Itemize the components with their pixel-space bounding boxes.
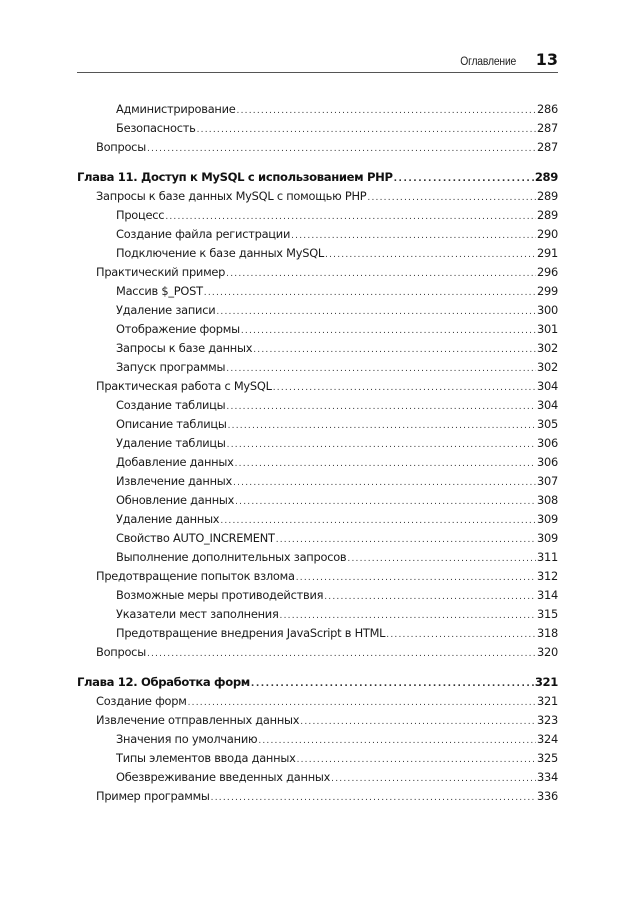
entry-title: Обезвреживание введенных данных	[116, 770, 331, 784]
entry-title: Отображение формы	[116, 322, 240, 336]
entry-title: Создание файла регистрации	[116, 227, 291, 241]
toc-entry[interactable]	[77, 586, 558, 605]
entry-page: 306	[537, 455, 558, 469]
entry-page: 304	[537, 379, 558, 393]
entry-title: Выполнение дополнительных запросов	[116, 550, 347, 564]
dot-leader	[226, 398, 536, 417]
entry-page: 286	[537, 102, 558, 116]
dot-leader	[331, 770, 536, 789]
entry-page: 320	[537, 645, 558, 659]
toc-entry[interactable]	[77, 730, 558, 749]
chapter-12-entries	[77, 692, 558, 806]
running-header	[77, 50, 558, 72]
dot-leader	[204, 284, 536, 303]
toc-entry[interactable]	[77, 358, 558, 377]
toc-entry[interactable]	[77, 100, 558, 119]
toc-entry[interactable]	[77, 510, 558, 529]
toc-entry[interactable]	[77, 453, 558, 472]
toc-entry[interactable]	[77, 643, 558, 662]
entry-page: 300	[537, 303, 558, 317]
dot-leader	[347, 550, 536, 569]
dot-leader	[197, 121, 536, 140]
toc-entry[interactable]	[77, 138, 558, 157]
entry-title: Безопасность	[116, 121, 196, 135]
entry-title: Свойство AUTO_INCREMENT	[116, 531, 275, 545]
entry-title: Практический пример	[96, 265, 226, 279]
dot-leader	[394, 170, 534, 189]
toc-entry[interactable]	[77, 244, 558, 263]
entry-page: 289	[537, 208, 558, 222]
entry-page: 301	[537, 322, 558, 336]
entry-title: Извлечение отправленных данных	[96, 713, 300, 727]
entry-page: 307	[537, 474, 558, 488]
entry-title: Пример программы	[96, 789, 210, 803]
dot-leader	[227, 436, 536, 455]
entry-page: 314	[537, 588, 558, 602]
dot-leader	[291, 227, 536, 246]
dot-leader	[386, 626, 536, 645]
entry-page: 302	[537, 360, 558, 374]
dot-leader	[367, 189, 536, 208]
entry-title: Вопросы	[96, 645, 146, 659]
entry-page: 299	[537, 284, 558, 298]
entry-page: 323	[537, 713, 558, 727]
entry-title: Создание таблицы	[116, 398, 226, 412]
dot-leader	[235, 455, 536, 474]
entry-page: 291	[537, 246, 558, 260]
table-of-contents	[77, 100, 558, 806]
entry-page: 296	[537, 265, 558, 279]
dot-leader	[147, 645, 536, 664]
toc-entry[interactable]	[77, 692, 558, 711]
toc-entry[interactable]	[77, 282, 558, 301]
dot-leader	[296, 569, 536, 588]
toc-entry[interactable]	[77, 263, 558, 282]
entry-title: Добавление данных	[116, 455, 234, 469]
dot-leader	[241, 322, 536, 341]
entry-page: 324	[537, 732, 558, 746]
chapter-title: Глава 11. Доступ к MySQL с использованием PHP	[77, 170, 393, 184]
entry-title: Запросы к базе данных MySQL с помощью PHP	[96, 189, 367, 203]
entry-page: 309	[537, 531, 558, 545]
dot-leader	[273, 379, 536, 398]
entry-page: 290	[537, 227, 558, 241]
entry-title: Администрирование	[116, 102, 236, 116]
header-rule	[77, 72, 558, 73]
entry-title: Практическая работа с MySQL	[96, 379, 272, 393]
entry-title: Извлечение данных	[116, 474, 233, 488]
dot-leader	[325, 246, 536, 265]
dot-leader	[324, 588, 536, 607]
toc-entry[interactable]	[77, 434, 558, 453]
entry-page: 312	[537, 569, 558, 583]
entry-title: Обновление данных	[116, 493, 235, 507]
toc-chapter-11[interactable]	[77, 168, 558, 187]
entry-page: 287	[537, 140, 558, 154]
entry-title: Предотвращение попыток взлома	[96, 569, 295, 583]
toc-entry[interactable]	[77, 529, 558, 548]
entry-page: 325	[537, 751, 558, 765]
toc-entry[interactable]	[77, 787, 558, 806]
chapter-page: 321	[534, 675, 558, 689]
toc-entry[interactable]	[77, 567, 558, 586]
entry-page: 311	[537, 550, 558, 564]
dot-leader	[211, 789, 536, 808]
toc-entry[interactable]	[77, 187, 558, 206]
entry-title: Предотвращение внедрения JavaScript в HTML	[116, 626, 386, 640]
entry-title: Подключение к базе данных MySQL	[116, 246, 325, 260]
dot-leader	[251, 675, 534, 694]
entry-title: Запуск программы	[116, 360, 226, 374]
entry-title: Запросы к базе данных	[116, 341, 253, 355]
entry-page: 315	[537, 607, 558, 621]
chapter-11-entries	[77, 187, 558, 662]
entry-title: Возможные меры противодействия	[116, 588, 324, 602]
entry-page: 305	[537, 417, 558, 431]
toc-entry[interactable]	[77, 711, 558, 730]
page-number: 13	[535, 50, 558, 69]
toc-entry[interactable]	[77, 225, 558, 244]
toc-entry[interactable]	[77, 768, 558, 787]
toc-entry[interactable]	[77, 624, 558, 643]
running-title: Оглавление	[459, 56, 516, 68]
entry-title: Указатели мест заполнения	[116, 607, 279, 621]
entry-page: 306	[537, 436, 558, 450]
dot-leader	[233, 474, 536, 493]
entry-page: 321	[537, 694, 558, 708]
toc-entry[interactable]	[77, 119, 558, 138]
dot-leader	[297, 751, 536, 770]
dot-leader	[147, 140, 536, 159]
entry-page: 336	[537, 789, 558, 803]
toc-entry[interactable]	[77, 377, 558, 396]
dot-leader	[235, 493, 536, 512]
entry-page: 289	[537, 189, 558, 203]
entry-title: Процесс	[116, 208, 165, 222]
entry-title: Удаление данных	[116, 512, 220, 526]
toc-entry[interactable]	[77, 749, 558, 768]
toc-entry[interactable]	[77, 301, 558, 320]
toc-entry[interactable]	[77, 339, 558, 358]
dot-leader	[237, 102, 536, 121]
toc-entry[interactable]	[77, 472, 558, 491]
entry-page: 304	[537, 398, 558, 412]
chapter-title: Глава 12. Обработка форм	[77, 675, 250, 689]
toc-entry[interactable]	[77, 320, 558, 339]
entry-page: 334	[537, 770, 558, 784]
toc-entry[interactable]	[77, 206, 558, 225]
toc-entry[interactable]	[77, 548, 558, 567]
toc-entry[interactable]	[77, 415, 558, 434]
entry-title: Значения по умолчанию	[116, 732, 258, 746]
entry-title: Типы элементов ввода данных	[116, 751, 296, 765]
dot-leader	[253, 341, 536, 360]
entry-title: Описание таблицы	[116, 417, 227, 431]
dot-leader	[300, 713, 536, 732]
dot-leader	[226, 360, 536, 379]
toc-continued-section	[77, 100, 558, 157]
entry-title: Вопросы	[96, 140, 146, 154]
entry-title: Удаление записи	[116, 303, 216, 317]
chapter-page: 289	[534, 170, 558, 184]
toc-entry[interactable]	[77, 491, 558, 510]
dot-leader	[228, 417, 536, 436]
entry-title: Массив $_POST	[116, 284, 203, 298]
entry-page: 318	[537, 626, 558, 640]
toc-entry[interactable]	[77, 605, 558, 624]
entry-page: 287	[537, 121, 558, 135]
toc-chapter-12[interactable]	[77, 673, 558, 692]
entry-title: Удаление таблицы	[116, 436, 226, 450]
dot-leader	[216, 303, 536, 322]
entry-page: 309	[537, 512, 558, 526]
dot-leader	[226, 265, 536, 284]
entry-page: 308	[537, 493, 558, 507]
entry-page: 302	[537, 341, 558, 355]
toc-entry[interactable]	[77, 396, 558, 415]
entry-title: Создание форм	[96, 694, 187, 708]
dot-leader	[258, 732, 536, 751]
